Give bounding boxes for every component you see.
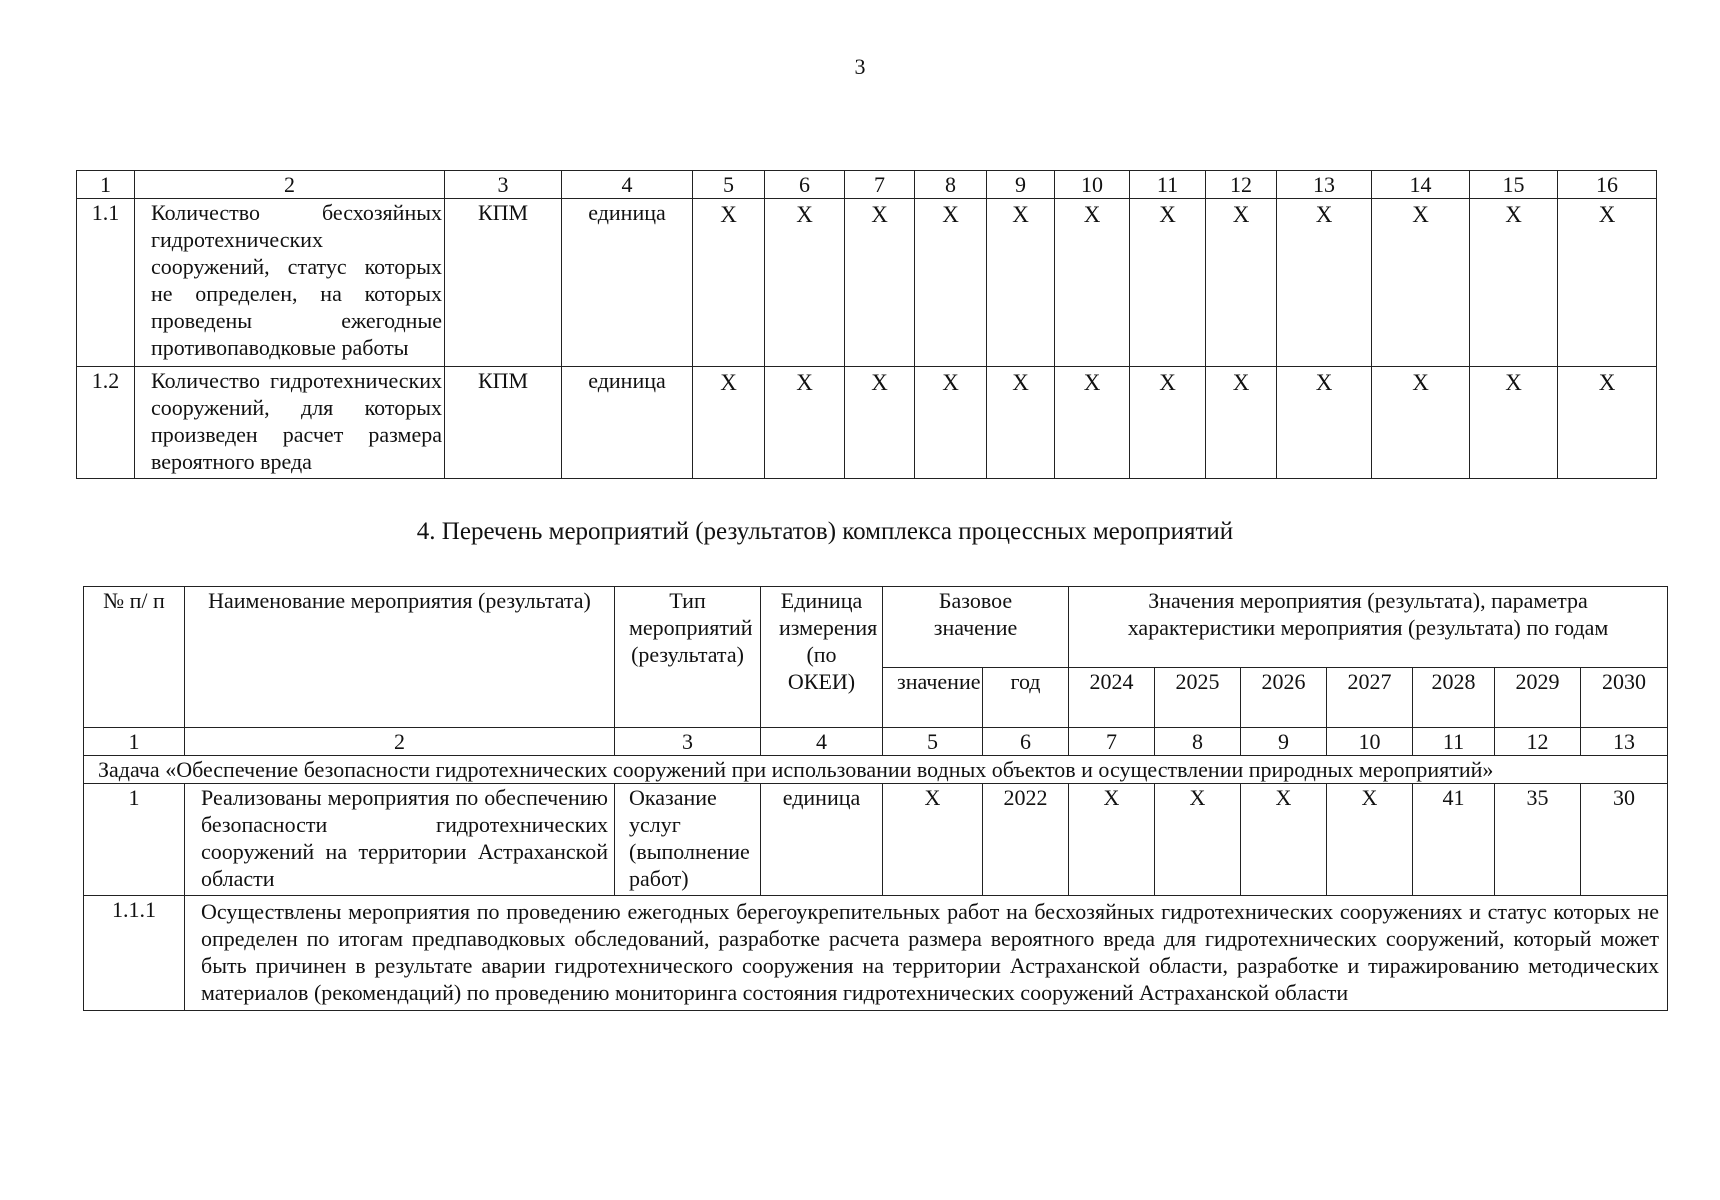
column-number: 7 — [845, 171, 915, 199]
header-year: 2027 — [1327, 668, 1413, 728]
measure-unit: единица — [761, 784, 883, 896]
column-number-row — [77, 171, 1657, 199]
column-number: 13 — [1277, 171, 1372, 199]
header-year: 2024 — [1069, 668, 1155, 728]
table-row — [77, 367, 1657, 479]
value-cell: X — [987, 367, 1055, 479]
value-cell: X — [987, 199, 1055, 367]
value-cell: X — [915, 367, 987, 479]
column-number: 12 — [1495, 728, 1581, 756]
value-cell: X — [1055, 199, 1130, 367]
header-name: Наименование мероприятия (результата) — [185, 587, 615, 728]
column-number: 3 — [445, 171, 562, 199]
indicator-type: КПМ — [445, 367, 562, 479]
table-row — [84, 896, 1668, 1011]
column-number: 8 — [1155, 728, 1241, 756]
indicator-name: Количество гидротехнических сооружений, для которых произведен расчет размера вероятного вреда — [135, 367, 445, 479]
value-cell: X — [1206, 199, 1277, 367]
header-base-value: значение — [883, 668, 983, 728]
column-number: 9 — [987, 171, 1055, 199]
value-cell: X — [1327, 784, 1413, 896]
task-text: Задача «Обеспечение безопасности гидротехнических сооружений при использовании водных объектов и осуществлении природных мероприятий» — [84, 756, 1668, 784]
value-cell: X — [1558, 367, 1657, 479]
value-cell: X — [845, 367, 915, 479]
value-cell: X — [1055, 367, 1130, 479]
column-number: 8 — [915, 171, 987, 199]
value-cell: X — [693, 367, 765, 479]
measure-type: Оказание услуг (выполнение работ) — [615, 784, 761, 896]
value-cell: X — [1069, 784, 1155, 896]
value-cell: X — [765, 367, 845, 479]
column-number: 5 — [883, 728, 983, 756]
indicator-name: Количество бесхозяйных гидротехнических сооружений, статус которых не определен, на которых проведены ежегодные противопаводковые работы — [135, 199, 445, 367]
column-number: 13 — [1581, 728, 1668, 756]
header-year: 2028 — [1413, 668, 1495, 728]
table-row — [77, 199, 1657, 367]
value-cell: X — [1206, 367, 1277, 479]
value-cell: X — [765, 199, 845, 367]
column-number: 5 — [693, 171, 765, 199]
header-num: № п/ п — [84, 587, 185, 728]
column-number: 4 — [562, 171, 693, 199]
row-number: 1.1.1 — [84, 896, 185, 1011]
column-number: 11 — [1413, 728, 1495, 756]
value-cell: 41 — [1413, 784, 1495, 896]
value-cell: X — [1155, 784, 1241, 896]
header-year: 2029 — [1495, 668, 1581, 728]
indicators-table — [76, 170, 1657, 479]
measure-description: Осуществлены мероприятия по проведению ежегодных берегоукрепительных работ на бесхозяйных гидротехнических сооружениях и статус которых не определен по итогам предпаводковых обследований, разработке расчета размера вероятного вреда для гидротехнических сооружений, который может быть причинен в результате аварии гидротехнического сооружения на территории Астраханской области, разработке и тиражированию методических материалов (рекомендаций) по проведению мониторинга состояния гидротехнических сооружений Астраханской области — [185, 896, 1668, 1011]
header-year: 2026 — [1241, 668, 1327, 728]
column-number: 6 — [983, 728, 1069, 756]
header-unit: Единица измерения (по ОКЕИ) — [761, 587, 883, 728]
column-number: 6 — [765, 171, 845, 199]
header-year: 2030 — [1581, 668, 1668, 728]
base-year: 2022 — [983, 784, 1069, 896]
page-number: 3 — [854, 54, 866, 79]
section-title: 4. Перечень мероприятий (результатов) комплекса процессных мероприятий — [416, 518, 1234, 545]
value-cell: X — [1277, 367, 1372, 479]
header-values: Значения мероприятия (результата), параметра характеристики мероприятия (результата) по годам — [1069, 587, 1668, 668]
base-value: X — [883, 784, 983, 896]
indicator-type: КПМ — [445, 199, 562, 367]
column-number: 1 — [77, 171, 135, 199]
value-cell: X — [1130, 199, 1206, 367]
column-number: 7 — [1069, 728, 1155, 756]
header-type: Тип мероприятий (результата) — [615, 587, 761, 728]
column-number: 4 — [761, 728, 883, 756]
column-number: 1 — [84, 728, 185, 756]
column-number: 11 — [1130, 171, 1206, 199]
column-number: 15 — [1470, 171, 1558, 199]
column-number: 12 — [1206, 171, 1277, 199]
header-year: 2025 — [1155, 668, 1241, 728]
measures-table — [83, 586, 1668, 1011]
value-cell: 30 — [1581, 784, 1668, 896]
value-cell: X — [1470, 199, 1558, 367]
value-cell: X — [1372, 199, 1470, 367]
column-number: 3 — [615, 728, 761, 756]
value-cell: X — [845, 199, 915, 367]
value-cell: X — [1277, 199, 1372, 367]
column-number: 9 — [1241, 728, 1327, 756]
value-cell: X — [1372, 367, 1470, 479]
indicator-unit: единица — [562, 367, 693, 479]
header-base: Базовое значение — [883, 587, 1069, 668]
indicator-unit: единица — [562, 199, 693, 367]
row-number: 1.2 — [77, 367, 135, 479]
value-cell: X — [915, 199, 987, 367]
column-number: 14 — [1372, 171, 1470, 199]
value-cell: 35 — [1495, 784, 1581, 896]
value-cell: X — [1130, 367, 1206, 479]
row-number: 1.1 — [77, 199, 135, 367]
task-row — [84, 756, 1668, 784]
column-number: 10 — [1327, 728, 1413, 756]
column-number-row — [84, 728, 1668, 756]
value-cell: X — [1470, 367, 1558, 479]
value-cell: X — [693, 199, 765, 367]
table-row — [84, 784, 1668, 896]
row-number: 1 — [84, 784, 185, 896]
value-cell: X — [1558, 199, 1657, 367]
header-base-year: год — [983, 668, 1069, 728]
column-number: 2 — [135, 171, 445, 199]
header-row — [84, 587, 1668, 668]
value-cell: X — [1241, 784, 1327, 896]
column-number: 10 — [1055, 171, 1130, 199]
column-number: 2 — [185, 728, 615, 756]
column-number: 16 — [1558, 171, 1657, 199]
measure-name: Реализованы мероприятия по обеспечению безопасности гидротехнических сооружений на территории Астраханской области — [185, 784, 615, 896]
